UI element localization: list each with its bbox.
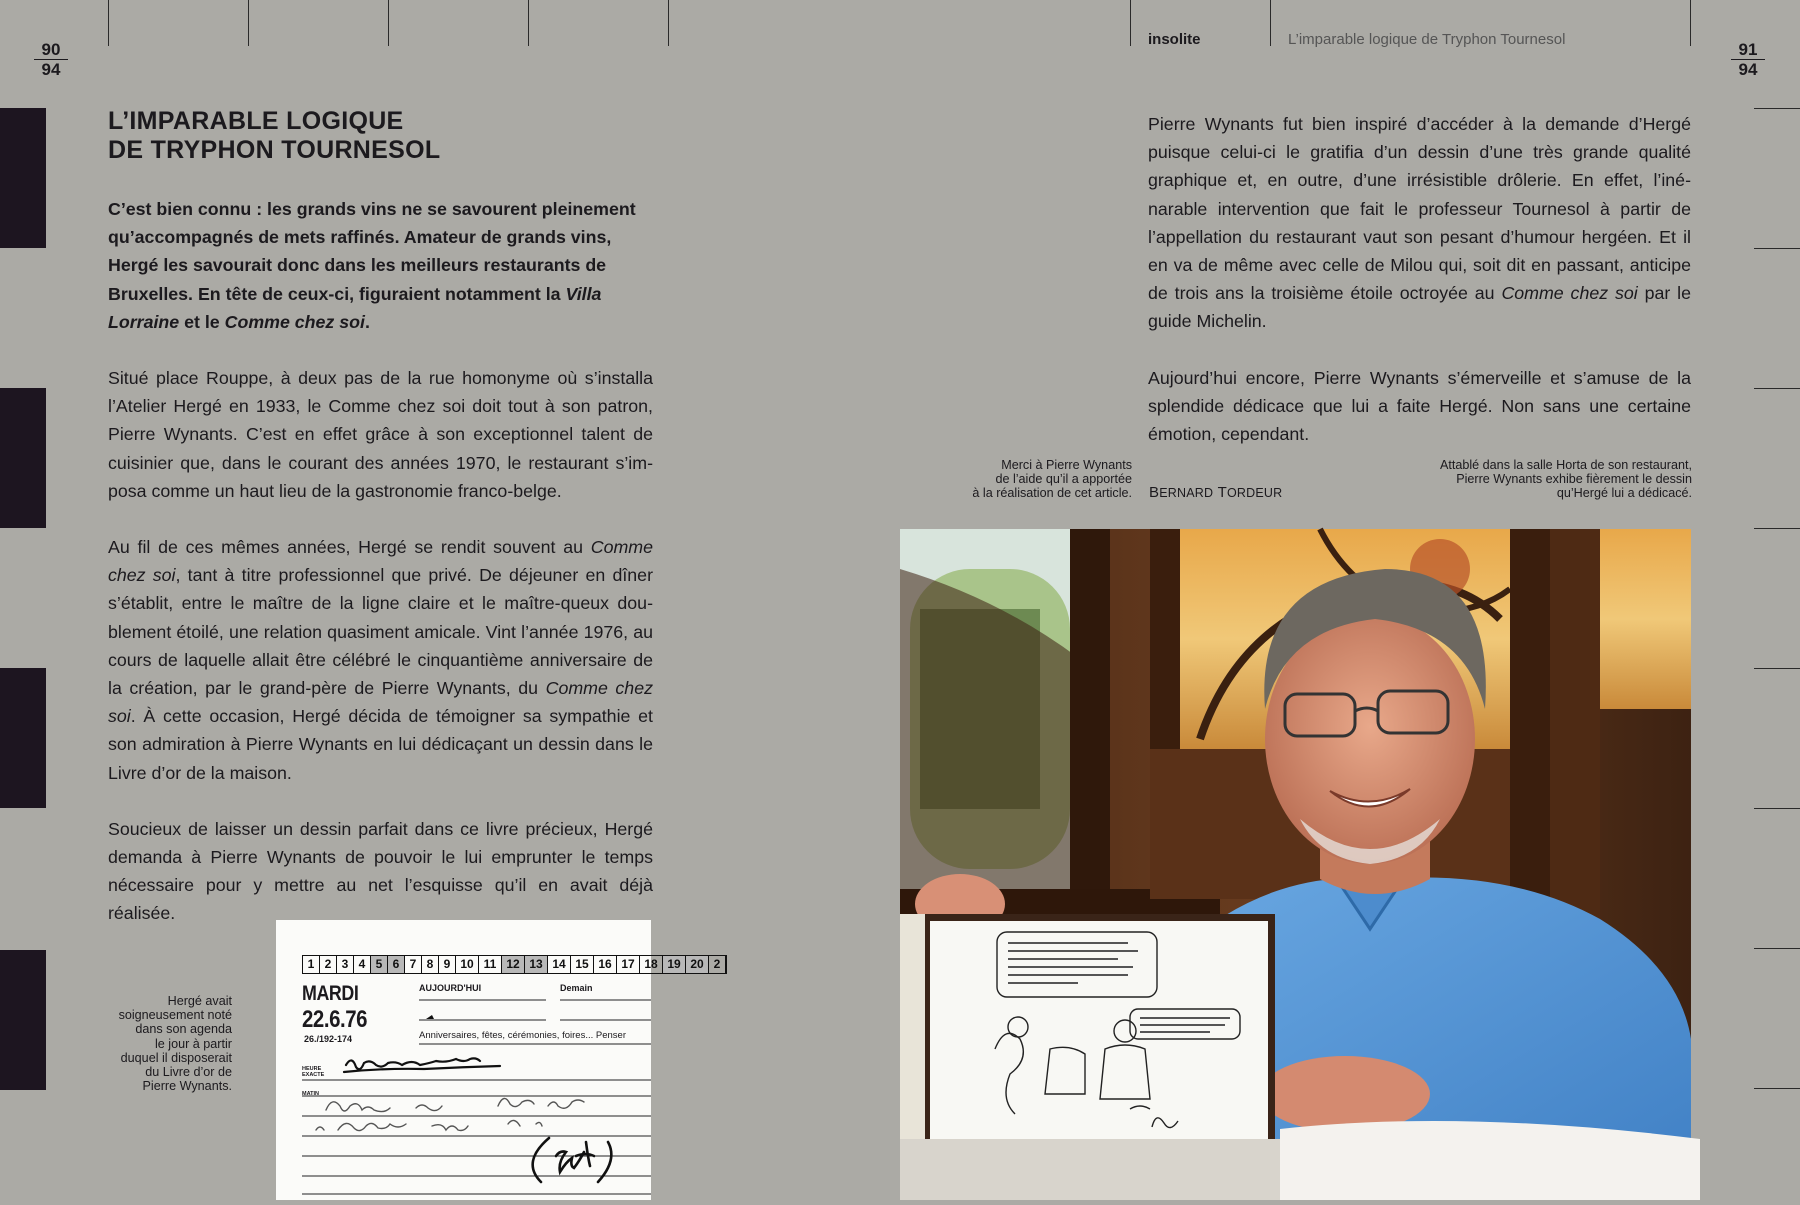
page-total: 94 bbox=[41, 60, 61, 79]
agenda-image bbox=[276, 920, 721, 1200]
paragraph: Aujourd’hui encore, Pierre Wynants s’émerveille et s’amuse de la splendide dédicace que lui a faite Hergé. Non sans une certaine émotion, cependant. bbox=[1148, 367, 1691, 445]
margin-tick bbox=[1754, 528, 1800, 529]
paragraph: Situé place Rouppe, à deux pas de la rue homonyme où s’installa l’Atelier Hergé en 1933, le Comme chez soi doit tout à son patron, Pierre Wynants. C’est en effet grâce à son exceptionnel talent de cuisinier que, dans le courant des années 1970, le restaurant s’imposa comme un haut lieu de la gastronomie franco-belge. bbox=[108, 368, 653, 501]
margin-tick bbox=[1754, 1088, 1800, 1089]
paragraph: Pierre Wynants fut bien inspiré d’accéder à la demande d’Hergé puisque celui-ci le gratifia d’un dessin d’une très grande qualité graphique et, en outre, d’une irrésistible drôlerie. En effet, l’inénarable intervention que fait le professeur Tournesol à partir de l’appellation du restaurant vaut son pesant d’humour hergéen. Et il en va de même avec celle de Milou qui, soit dit en passant, anticipe de trois ans la troisième étoile octroyée au Comme chez soi par le guide Michelin. bbox=[1148, 114, 1691, 332]
agenda-matin-label: MATIN bbox=[302, 1091, 320, 1097]
title-line: L’IMPARABLE LOGIQUE bbox=[108, 107, 404, 135]
thumb-tab bbox=[0, 388, 46, 528]
margin-tick bbox=[1754, 388, 1800, 389]
section-label: insolite bbox=[1148, 31, 1201, 48]
agenda-today-label: AUJOURD'HUI bbox=[419, 983, 482, 993]
top-rule bbox=[1130, 0, 1131, 46]
agenda-tomorrow-label: Demain bbox=[560, 983, 593, 993]
page-number-right bbox=[1731, 40, 1765, 79]
margin-tick bbox=[1754, 668, 1800, 669]
top-rule bbox=[528, 0, 529, 46]
photo-caption: Attablé dans la salle Horta de son restaurant, Pierre Wynants exhibe fièrement le dessin qu’Hergé lui a dédicacé. bbox=[1439, 458, 1692, 501]
margin-tick bbox=[1754, 108, 1800, 109]
article-title bbox=[108, 107, 628, 165]
lead-paragraph: C’est bien connu : les grands vins ne se savourent pleinement qu’accompagnés de mets raffinés. Amateur de grands vins, Hergé les savourait donc dans les meilleurs restaurants de Bruxelles. En tête de ceux-ci, figuraient notamment la Villa Lorraine et le Comme chez soi. bbox=[108, 199, 636, 332]
top-rule bbox=[248, 0, 249, 46]
agenda-caption: Hergé avait soigneusement noté dans son agenda le jour à partir duquel il disposerait du Livre d’or de Pierre Wynants. bbox=[118, 994, 232, 1094]
page-number: 90 bbox=[34, 40, 68, 60]
agenda-ruling-and-handwriting bbox=[276, 920, 651, 1200]
agenda-weekday: MARDI bbox=[302, 982, 359, 1005]
restaurant-photo bbox=[900, 529, 1691, 1200]
restaurant-name: Comme chez soi bbox=[224, 311, 365, 332]
thumb-tab bbox=[0, 950, 46, 1090]
restaurant-name: Villa Lorraine bbox=[108, 283, 602, 332]
thumb-tab bbox=[0, 108, 46, 248]
top-rule bbox=[1690, 0, 1691, 46]
page-number: 91 bbox=[1731, 40, 1765, 60]
author-signature: BERNARD TORDEUR bbox=[1149, 484, 1283, 501]
margin-tick bbox=[1754, 808, 1800, 809]
page-number-left bbox=[34, 40, 68, 79]
body-column-right bbox=[1148, 110, 1691, 476]
thumb-tab bbox=[0, 668, 46, 808]
margin-tick bbox=[1754, 248, 1800, 249]
page-total: 94 bbox=[1738, 60, 1758, 79]
agenda-date: 22.6.76 bbox=[302, 1006, 368, 1033]
agenda-heure-label: HEURE EXACTE bbox=[302, 1066, 325, 1078]
agenda-daycount: 26./192-174 bbox=[304, 1034, 353, 1044]
title-line: DE TRYPHON TOURNESOL bbox=[108, 136, 441, 164]
margin-tick bbox=[1754, 948, 1800, 949]
day-number-strip: 1 2 3 4 5 6 7 8 9 10 11 12 13 14 15 16 17 18 19 20 2 bbox=[302, 955, 727, 974]
paragraph: Au fil de ces mêmes années, Hergé se rendit souvent au Comme chez soi, tant à titre professionnel que privé. De déjeuner en dîner s’établit, entre le maître de la ligne claire et le maître-queux doublement étoilé, une relation quasiment amicale. Vint l’année 1976, au cours de laquelle allait être célébré le cinquantième anniversaire de la création, par le grand-père de Pierre Wynants, du Comme chez soi. À cette occasion, Hergé décida de témoigner sa sympathie et son admiration à Pierre Wynants en lui dédicaçant un dessin dans le Livre d’or de la maison. bbox=[108, 537, 653, 783]
top-rule bbox=[668, 0, 669, 46]
agenda-events-label: Anniversaires, fêtes, cérémonies, foires... Penser bbox=[419, 1030, 626, 1041]
photo-illustration bbox=[900, 529, 1691, 1200]
top-rule bbox=[1270, 0, 1271, 46]
top-rule bbox=[108, 0, 109, 46]
paragraph: Soucieux de laisser un dessin parfait dans ce livre précieux, Hergé demanda à Pierre Wynants de pouvoir le lui emprunter le temps nécessaire pour y mettre au net l’esquisse qu’il en avait déjà réalisée. bbox=[108, 818, 653, 924]
running-title: L’imparable logique de Tryphon Tournesol bbox=[1288, 31, 1566, 48]
thanks-caption: Merci à Pierre Wynants de l’aide qu’il a apportée à la réalisation de cet article. bbox=[972, 458, 1132, 501]
body-column-left bbox=[108, 364, 653, 956]
top-rule bbox=[388, 0, 389, 46]
